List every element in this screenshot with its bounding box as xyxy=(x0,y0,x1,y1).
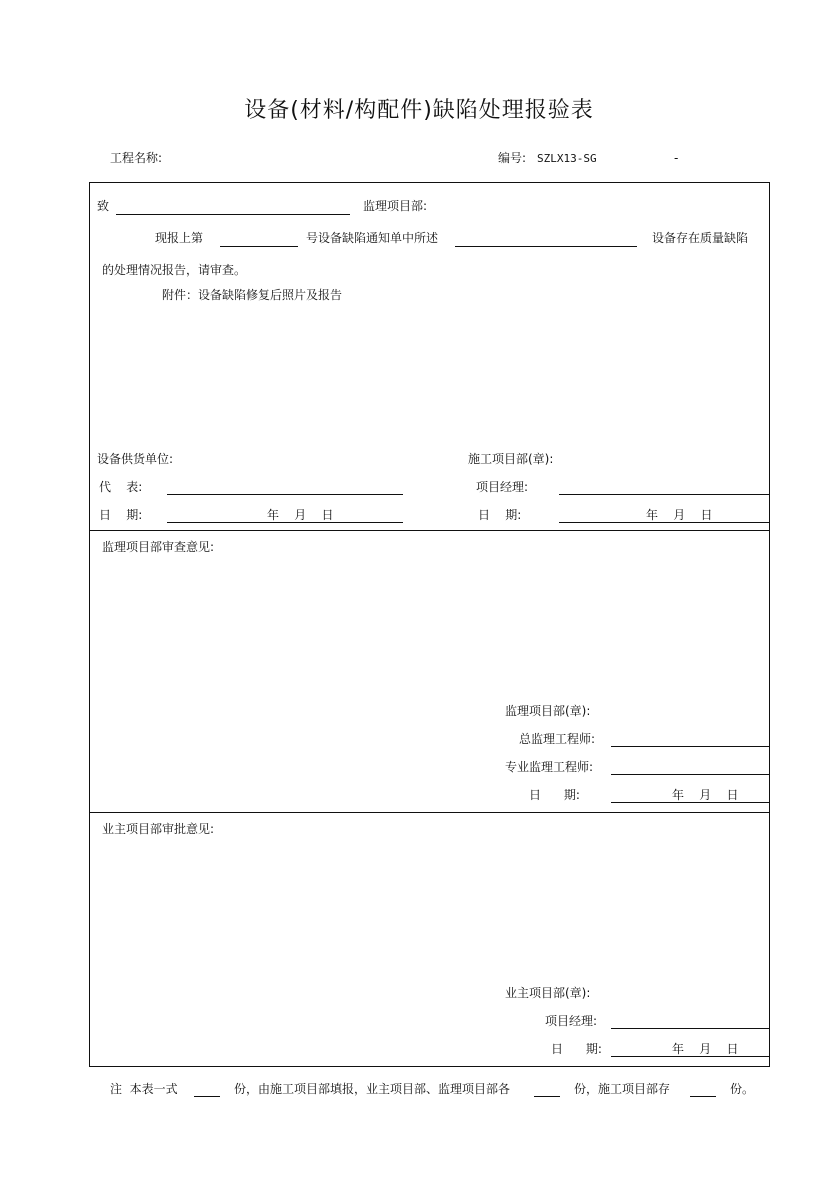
owner-date-label: 日 期: xyxy=(551,1042,602,1056)
specialist-engineer-label: 专业监理工程师: xyxy=(505,760,594,774)
equipment-fill-line[interactable] xyxy=(455,246,637,247)
project-manager-label: 项目经理: xyxy=(476,480,529,494)
representative-label: 代 表: xyxy=(99,480,143,494)
footer-part3: 份。 xyxy=(730,1082,755,1096)
section-divider xyxy=(89,812,770,813)
copies-each-line[interactable] xyxy=(534,1096,560,1097)
defect-text: 设备存在质量缺陷 xyxy=(652,231,749,245)
code-suffix: - xyxy=(674,151,679,165)
to-fill-line[interactable] xyxy=(116,214,350,215)
supervision-dept-label: 监理项目部: xyxy=(363,199,428,213)
report-suffix: 的处理情况报告，请审查。 xyxy=(102,263,247,277)
supervision-date-units: 年 月 日 xyxy=(672,788,739,802)
construction-dept-label: 施工项目部(章): xyxy=(468,452,554,466)
notice-number-line[interactable] xyxy=(220,246,298,247)
footer-note-prefix: 注 本表一式 xyxy=(110,1082,178,1096)
construction-date-label: 日 期: xyxy=(478,508,522,522)
footer-part1: 份，由施工项目部填报，业主项目部、监理项目部各 xyxy=(234,1082,511,1096)
supplier-date-label: 日 期: xyxy=(99,508,143,522)
chief-engineer-label: 总监理工程师: xyxy=(519,732,596,746)
copies-kept-line[interactable] xyxy=(690,1096,716,1097)
report-prefix: 现报上第 xyxy=(155,231,204,245)
notice-text: 号设备缺陷通知单中所述 xyxy=(306,231,439,245)
specialist-engineer-line[interactable] xyxy=(611,774,770,775)
supervision-date-label: 日 期: xyxy=(529,788,580,802)
copies-total-line[interactable] xyxy=(194,1096,220,1097)
code-label: 编号: xyxy=(498,151,527,165)
construction-date-units: 年 月 日 xyxy=(646,508,713,522)
supervision-opinion-label: 监理项目部审查意见: xyxy=(102,540,215,554)
supervision-seal-label: 监理项目部(章): xyxy=(505,704,591,718)
form-table xyxy=(89,182,770,1067)
footer-part2: 份，施工项目部存 xyxy=(574,1082,671,1096)
section-divider xyxy=(89,530,770,531)
attachment-text: 附件：设备缺陷修复后照片及报告 xyxy=(162,288,343,302)
to-label: 致 xyxy=(97,199,110,213)
representative-line[interactable] xyxy=(167,494,403,495)
owner-manager-line[interactable] xyxy=(611,1028,770,1029)
owner-opinion-label: 业主项目部审批意见: xyxy=(102,822,215,836)
owner-date-units: 年 月 日 xyxy=(672,1042,739,1056)
form-title: 设备(材料/构配件)缺陷处理报验表 xyxy=(244,98,594,123)
chief-engineer-line[interactable] xyxy=(611,746,770,747)
code-value: SZLX13-SG xyxy=(537,152,597,165)
supplier-label: 设备供货单位: xyxy=(97,452,174,466)
owner-seal-label: 业主项目部(章): xyxy=(505,986,591,1000)
owner-manager-label: 项目经理: xyxy=(545,1014,598,1028)
project-name-label: 工程名称: xyxy=(110,151,163,165)
supplier-date-units: 年 月 日 xyxy=(267,508,334,522)
project-manager-line[interactable] xyxy=(559,494,770,495)
